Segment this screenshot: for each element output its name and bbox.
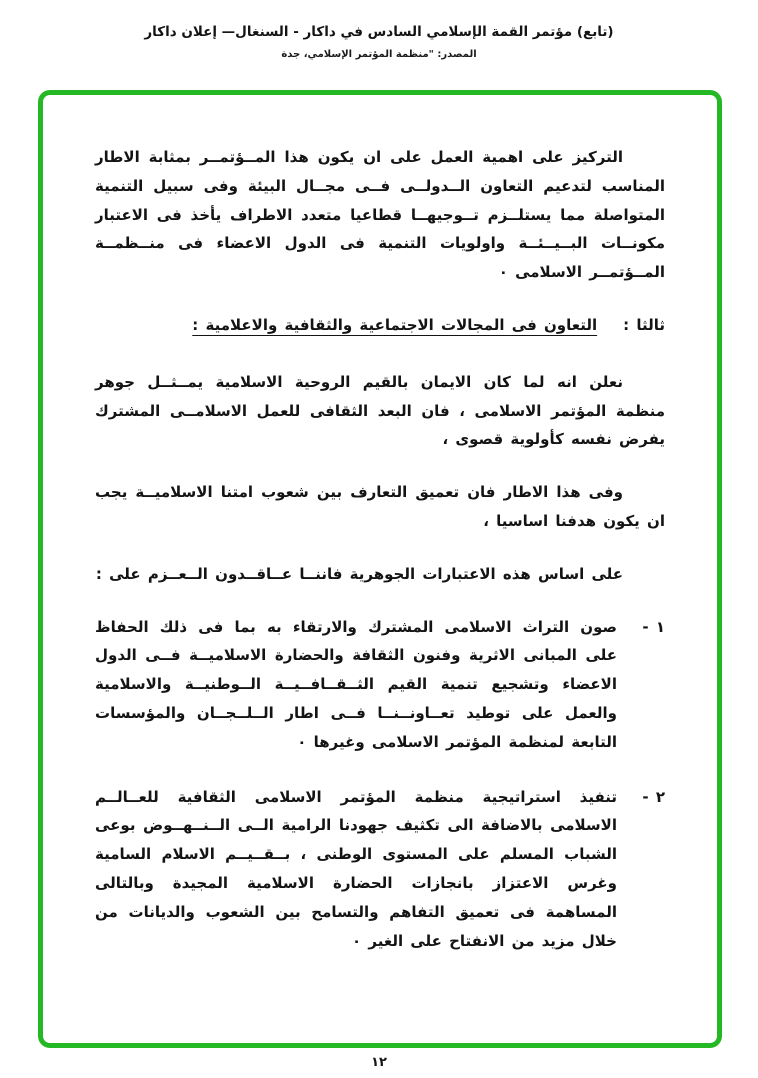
paragraph-intro: التركيز على اهمية العمل على ان يكون هذا المــؤتمــر بمثابة الاطار المناسب لتدعيم التعاون الــدولــى فــى مجــال البيئة وفى سبيل التنمية المتواصلة مما يستلــزم تــوجيهــا قطاعيا متعدد الاطراف يأخذ فى الاعتبار مكونــات البــيــئــة واولويات التنمية فى الدول الاعضاء فى منــظمــة المــؤتمــر الاسلامى ٠ — [95, 148, 665, 282]
page-header — [0, 0, 758, 60]
list-item-text: صون التراث الاسلامى المشترك والارتقاء به بما فى ذلك الحفاظ على المبانى الاثرية وفنون الثقافة والحضارة الاسلاميــة فــى الدول الاعضاء وتشجيع تنمية القيم الثــقــافــيــة الــوطنيــة والاسلامية والعمل على توطيد تعــاونــنــا فــى اطار الــلــجــان والمؤسسات التابعة لمنظمة المؤتمر الاسلامى وغيرها ٠ — [95, 617, 617, 751]
section-heading — [95, 311, 665, 340]
section-label: ثالثا : — [623, 315, 665, 334]
paragraph-faith: نعلن انه لما كان الايمان بالقيم الروحية الاسلامية يمــثــل جوهر منظمة المؤتمر الاسلامى ، فان البعد الثقافى للعمل الاسلامــى المشترك يفرض نفسه كأولوية قصوى ، — [95, 372, 665, 449]
list-item — [95, 783, 665, 956]
document-title: (تابع) مؤتمر القمة الإسلامي السادس في داكار - السنغال— إعلان داكار — [144, 24, 614, 40]
list-item-number: ١ - — [642, 617, 665, 636]
paragraph-framework: وفى هذا الاطار فان تعميق التعارف بين شعوب امتنا الاسلاميــة يجب ان يكون هدفنا اساسيا ، — [95, 483, 665, 530]
document-body — [43, 95, 717, 955]
list-item-text: تنفيذ استراتيجية منظمة المؤتمر الاسلامى الثقافية للعــالــم الاسلامى بالاضافة الى تكثيف جهودنا الرامية الــى الــنــهــوض بوعى الشباب المسلم على المستوى الوطنى ، بــقــيــم الاسلام السامية وغرس الاعتزاز بانجازات الحضارة الاسلامية المجيدة وبالتالى المساهمة فى تعميق التفاهم والتسامح بين الشعوب والديانات من خلال مزيد من الانفتاح على الغير ٠ — [95, 787, 617, 950]
page-number: ١٢ — [371, 1055, 387, 1070]
paragraph-resolve: على اساس هذه الاعتبارات الجوهرية فاننــا عــاقــدون الــعــزم على : — [95, 564, 623, 583]
list-item-number: ٢ - — [642, 787, 665, 806]
section-title: التعاون فى المجالات الاجتماعية والثقافية والاعلامية : — [192, 315, 598, 334]
list-item — [95, 613, 665, 757]
green-border-frame — [38, 90, 722, 1048]
document-source: المصدر: "منظمة المؤتمر الإسلامي، جدة — [281, 49, 477, 60]
